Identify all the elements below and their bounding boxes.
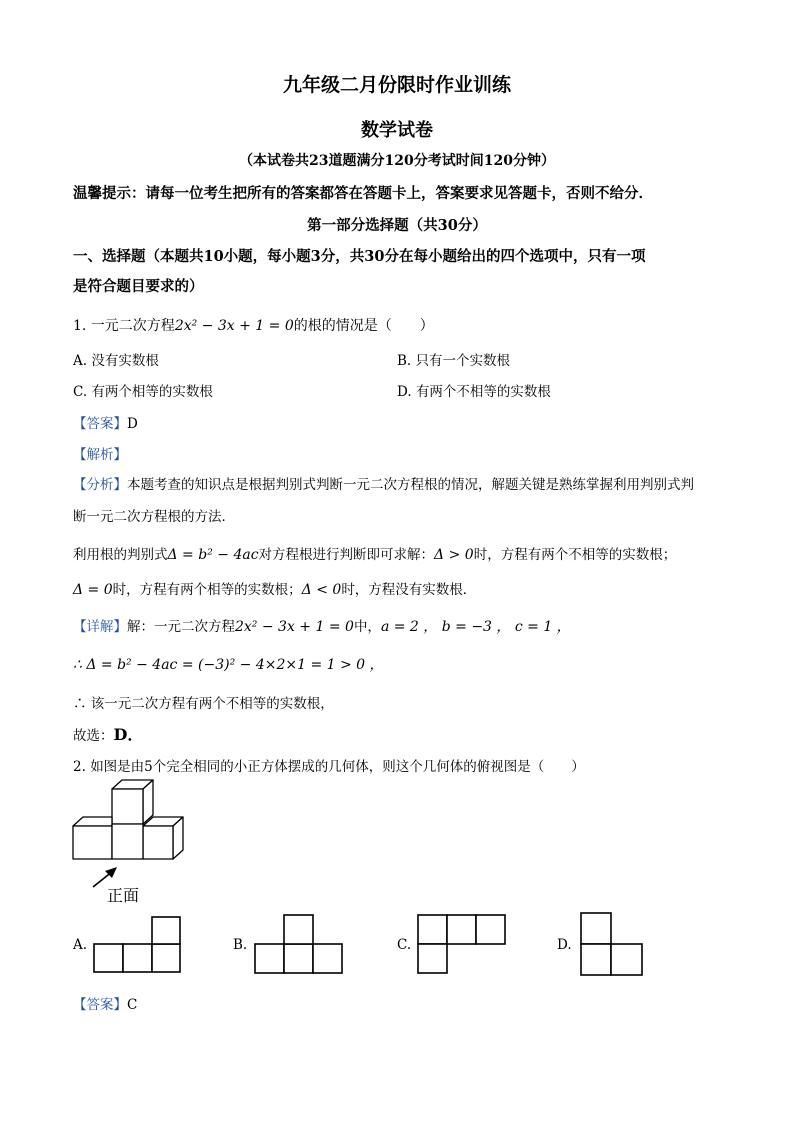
- text: 对方程根进行判断即可求解：: [258, 547, 435, 563]
- q1-stem: [73, 315, 434, 335]
- q1-option-b: [397, 349, 510, 369]
- answer-value: C: [127, 997, 138, 1013]
- q1-option-d: [397, 380, 551, 400]
- exam-notice: 温馨提示：请每一位考生把所有的答案都答在答题卡上，答案要求见答题卡，否则不给分．: [73, 185, 653, 202]
- q2-option-c-label: C.: [397, 937, 412, 953]
- text: 时，方程没有实数根．: [341, 582, 477, 598]
- option-text: 没有实数根: [91, 353, 159, 369]
- exam-title: 九年级二月份限时作业训练: [282, 74, 511, 96]
- text: 时，方程有两个不相等的实数根；: [473, 547, 677, 563]
- text: 解：一元二次方程: [127, 619, 235, 635]
- q1-line3: [73, 543, 676, 563]
- option-text: 只有一个实数根: [415, 353, 511, 369]
- q2-number: 2.: [73, 759, 86, 775]
- math: Δ < 0: [301, 582, 342, 598]
- answer-tag: 【答案】: [73, 416, 127, 432]
- math: a = 2 ， b = −3 ， c = 1 ，: [380, 619, 571, 635]
- q2-option-d-label: D.: [557, 937, 572, 953]
- fenxi-text: 本题考查的知识点是根据判别式判断一元二次方程根的情况，解题关键是熟练掌握利用判别式判: [127, 477, 694, 493]
- q2-stem: [73, 755, 585, 775]
- fenxi-tag: 【分析】: [73, 477, 127, 493]
- q1-answer: [73, 412, 138, 432]
- front-view-label: 正面: [107, 886, 140, 905]
- section-instruction-line1: 一、选择题（本题共10小题，每小题3分，共30分在每小题给出的四个选项中，只有一项: [73, 248, 646, 265]
- q1-equation: 2x² − 3x + 1 = 0: [174, 318, 294, 334]
- q2-answer: [73, 993, 137, 1013]
- math: Δ = 0: [73, 582, 113, 598]
- section-instruction-line2: 是符合题目要求的）: [73, 278, 204, 295]
- option-label: C.: [73, 384, 88, 400]
- q1-conclusion: ∴ 该一元二次方程有两个不相等的实数根，: [73, 696, 334, 712]
- math: Δ > 0: [434, 547, 474, 563]
- option-text: 有两个不相等的实数根: [415, 384, 551, 400]
- q2-option-a-figure: [93, 916, 181, 974]
- q2-option-d-figure: [580, 912, 644, 976]
- q2-option-c-figure: [417, 914, 507, 974]
- q2-solid-figure: [70, 778, 190, 868]
- q2-option-a-label: A.: [73, 937, 88, 953]
- text: 故选：: [73, 728, 114, 744]
- text: 时，方程有两个相等的实数根；: [112, 582, 302, 598]
- answer-value: D: [127, 416, 138, 432]
- option-label: D.: [397, 384, 412, 400]
- exam-info: （本试卷共23道题满分120分考试时间120分钟）: [239, 153, 555, 169]
- option-label: A.: [73, 353, 88, 369]
- analysis-tag: 【解析】: [73, 447, 127, 463]
- q1-detail: [73, 615, 571, 636]
- q1-fenxi-line2: 断一元二次方程根的方法．: [73, 509, 235, 525]
- q1-option-c: [73, 380, 213, 400]
- q1-choose: [73, 722, 143, 745]
- q1-fenxi-line1: [73, 473, 694, 493]
- math: Δ = b² − 4ac: [167, 547, 259, 563]
- math: 2x² − 3x + 1 = 0: [235, 619, 354, 635]
- q2-option-b-label: B.: [233, 937, 248, 953]
- q1-number: 1.: [73, 318, 87, 334]
- exam-subtitle: 数学试卷: [361, 120, 433, 141]
- option-text: 有两个相等的实数根: [91, 384, 213, 400]
- detail-tag: 【详解】: [73, 619, 127, 635]
- q1-analysis: [73, 443, 127, 463]
- q2-stem-text: 如图是由5个完全相同的小正方体摆成的几何体，则这个几何体的俯视图是（ ）: [90, 759, 585, 775]
- option-label: B.: [397, 353, 412, 369]
- section-heading: 第一部分选择题（共30分）: [307, 217, 487, 234]
- q1-stem-post: 的根的情况是（ ）: [293, 318, 434, 334]
- q2-option-b-figure: [254, 914, 344, 974]
- q1-calc: ∴ Δ = b² − 4ac = (−3)² − 4×2×1 = 1 > 0 ，: [73, 657, 384, 673]
- q1-option-a: [73, 349, 159, 369]
- answer-tag: 【答案】: [73, 997, 127, 1013]
- q1-stem-pre: 一元二次方程: [90, 318, 175, 334]
- text: 利用根的判别式: [73, 547, 168, 563]
- q1-line4: [73, 578, 476, 598]
- text: 中，: [353, 619, 381, 635]
- choice: D．: [113, 725, 144, 744]
